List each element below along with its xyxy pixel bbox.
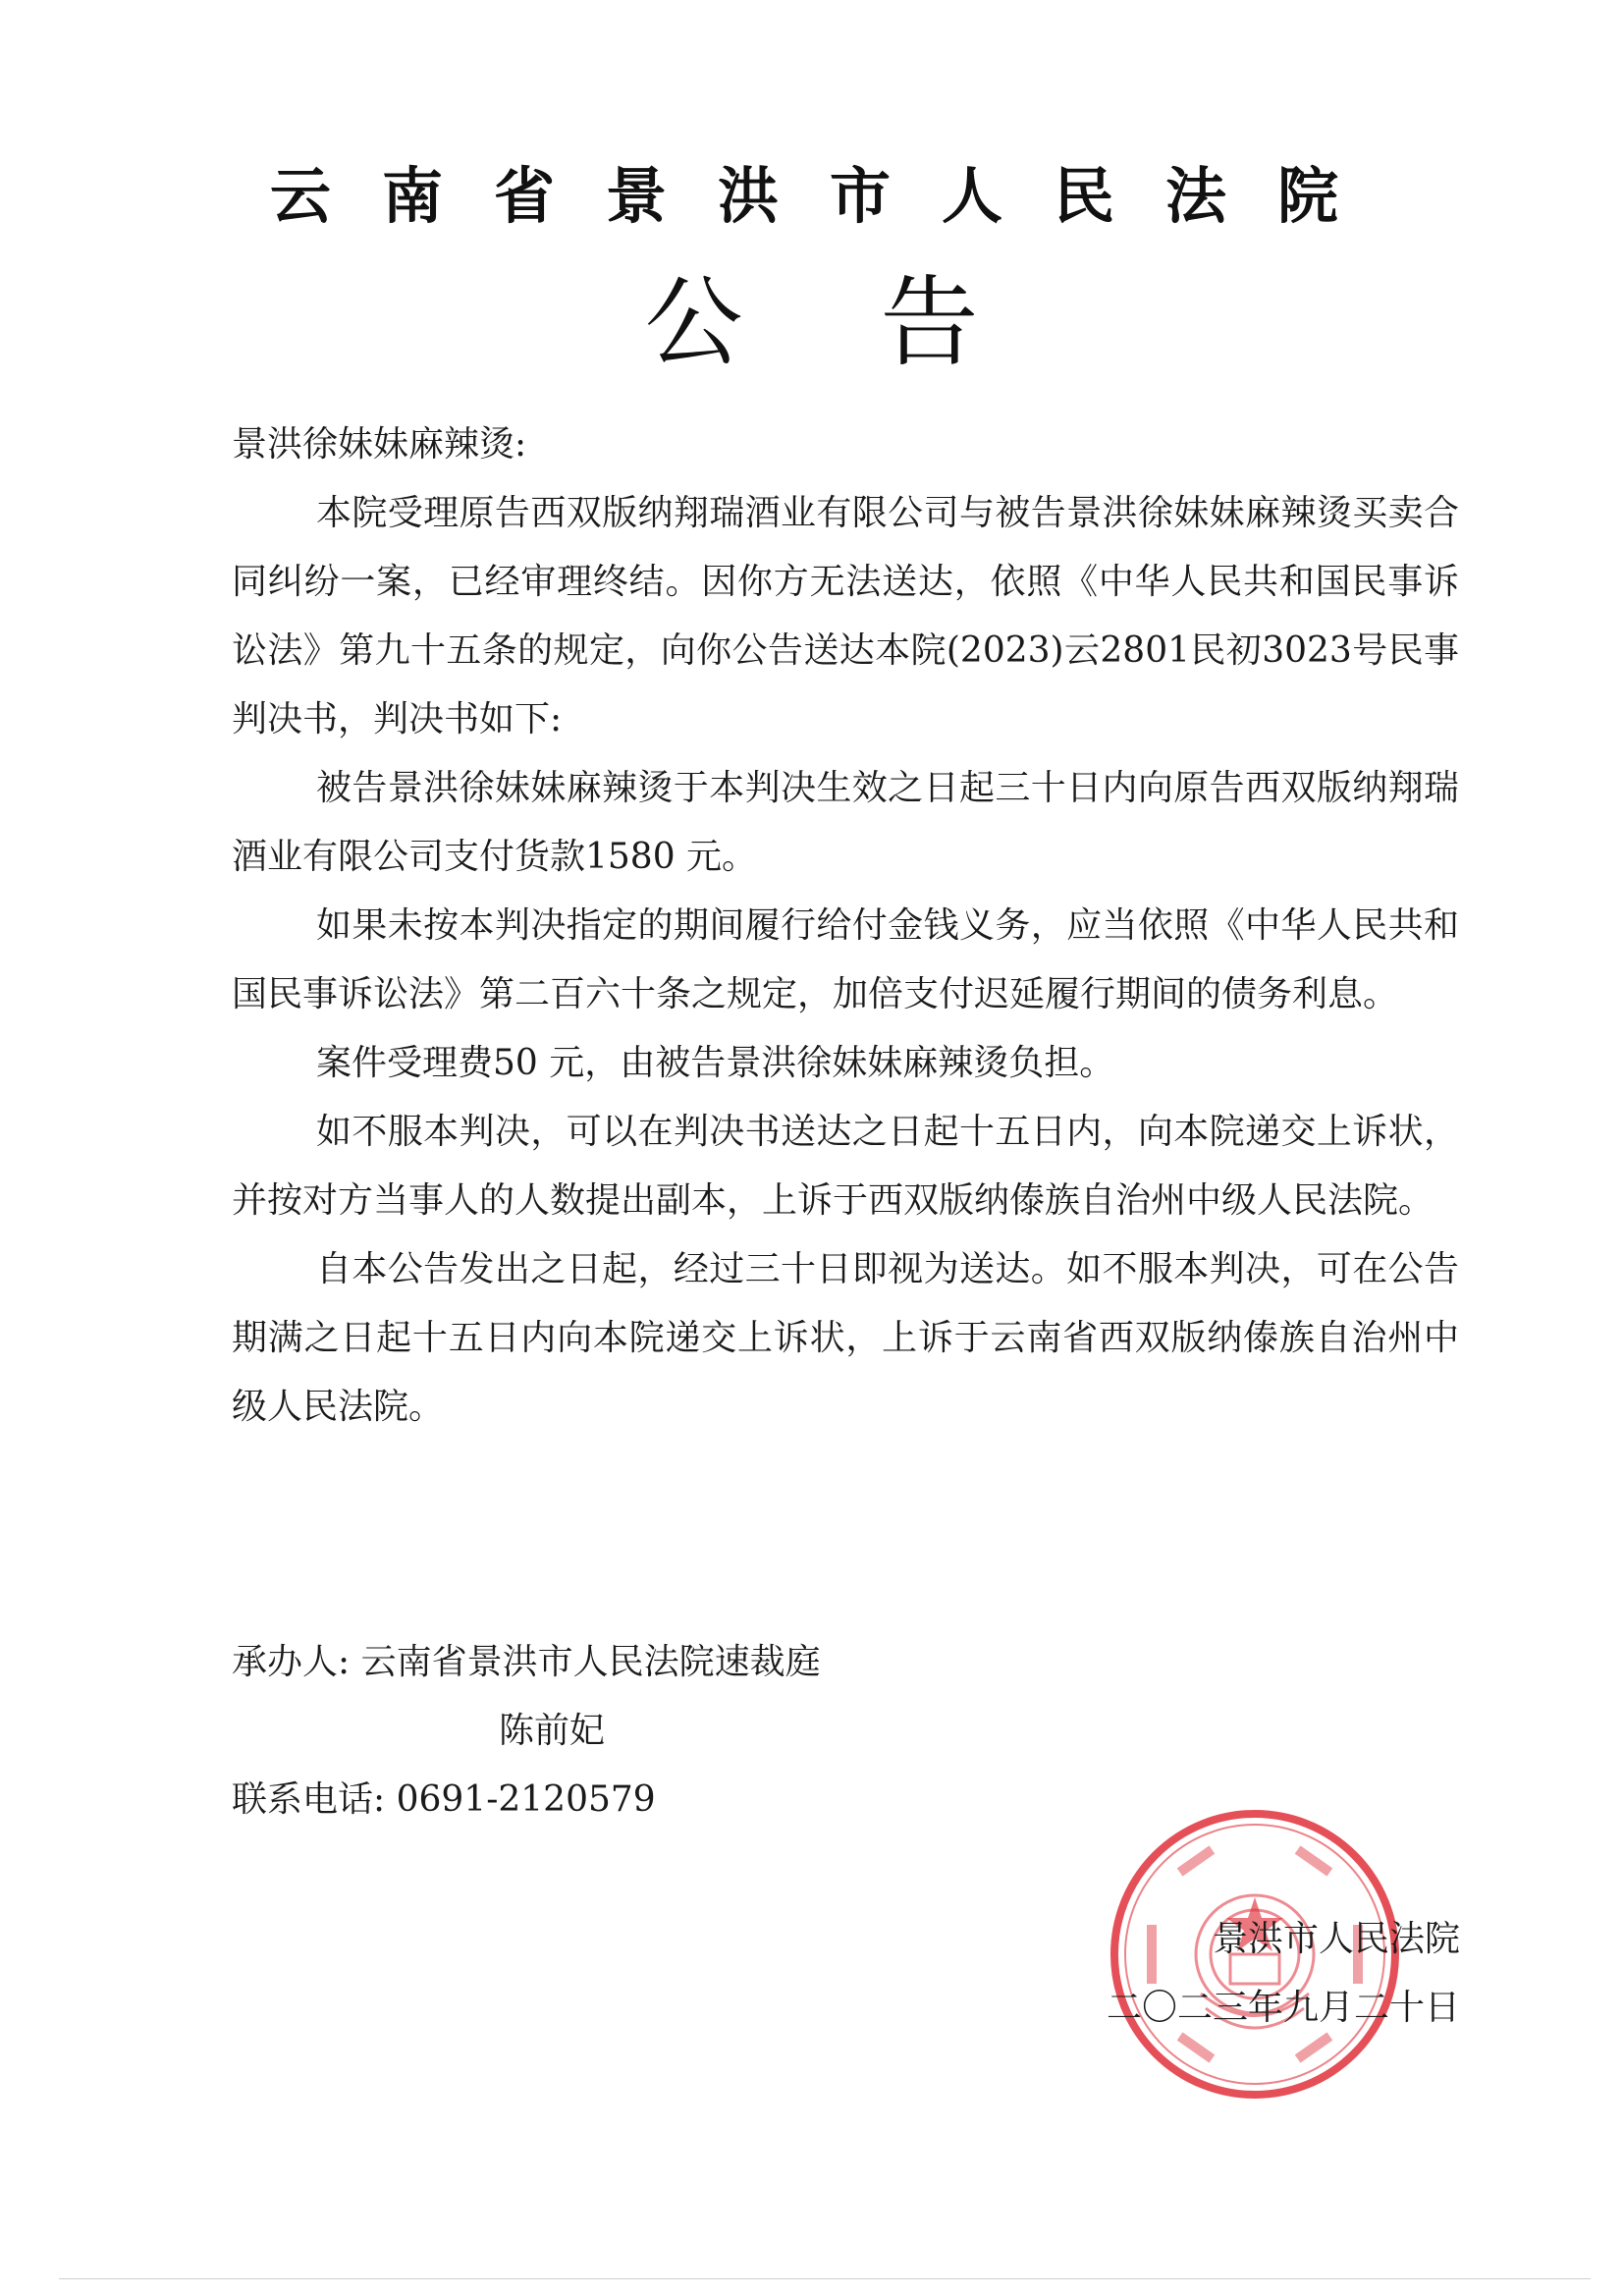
phone-number: 0691-2120579 bbox=[396, 1779, 656, 1820]
paragraph-judgment-payment: 被告景洪徐妹妹麻辣烫于本判决生效之日起三十日内向原告西双版纳翔瑞酒业有限公司支付货款1580 元。 bbox=[232, 768, 1459, 877]
paragraph-case-summary: 本院受理原告西双版纳翔瑞酒业有限公司与被告景洪徐妹妹麻辣烫买卖合同纠纷一案，已经审理终结。因你方无法送达，依照《中华人民共和国民事诉讼法》第九十五条的规定，向你公告送达本院(2023)云2801民初3023号民事判决书，判决书如下: bbox=[232, 493, 1459, 739]
notice-body bbox=[232, 410, 1459, 1442]
signing-date: 二〇二三年九月二十日 bbox=[1106, 1988, 1460, 2028]
paragraph-service-period: 自本公告发出之日起，经过三十日即视为送达。如不服本判决，可在公告期满之日起十五日内向本院递交上诉状，上诉于云南省西双版纳傣族自治州中级人民法院。 bbox=[232, 1249, 1459, 1427]
handler-row bbox=[232, 1628, 1214, 1697]
handler-name: 陈前妃 bbox=[499, 1711, 606, 1751]
court-name: 云南省景洪市人民法院 bbox=[269, 160, 1389, 232]
document-title: 公告 bbox=[644, 265, 1116, 380]
paragraph-late-interest: 如果未按本判决指定的期间履行给付金钱义务，应当依照《中华人民共和国民事诉讼法》第二百六十条之规定，加倍支付迟延履行期间的债务利息。 bbox=[232, 905, 1459, 1014]
signing-court: 景洪市人民法院 bbox=[1212, 1919, 1460, 1959]
paragraph-case-fee: 案件受理费50 元，由被告景洪徐妹妹麻辣烫负担。 bbox=[316, 1043, 1115, 1083]
page-bottom-edge bbox=[59, 2278, 1591, 2279]
phone-row bbox=[232, 1766, 1214, 1834]
phone-label: 联系电话: bbox=[232, 1779, 386, 1820]
paragraph-appeal-right: 如不服本判决，可以在判决书送达之日起十五日内，向本院递交上诉状，并按对方当事人的人数提出副本，上诉于西双版纳傣族自治州中级人民法院。 bbox=[232, 1112, 1459, 1221]
contact-info bbox=[232, 1628, 1214, 1834]
handler-unit: 云南省景洪市人民法院速裁庭 bbox=[360, 1642, 821, 1682]
handler-label: 承办人: bbox=[232, 1642, 351, 1682]
signature-block bbox=[1107, 1905, 1460, 2043]
addressee: 景洪徐妹妹麻辣烫: bbox=[232, 424, 527, 465]
